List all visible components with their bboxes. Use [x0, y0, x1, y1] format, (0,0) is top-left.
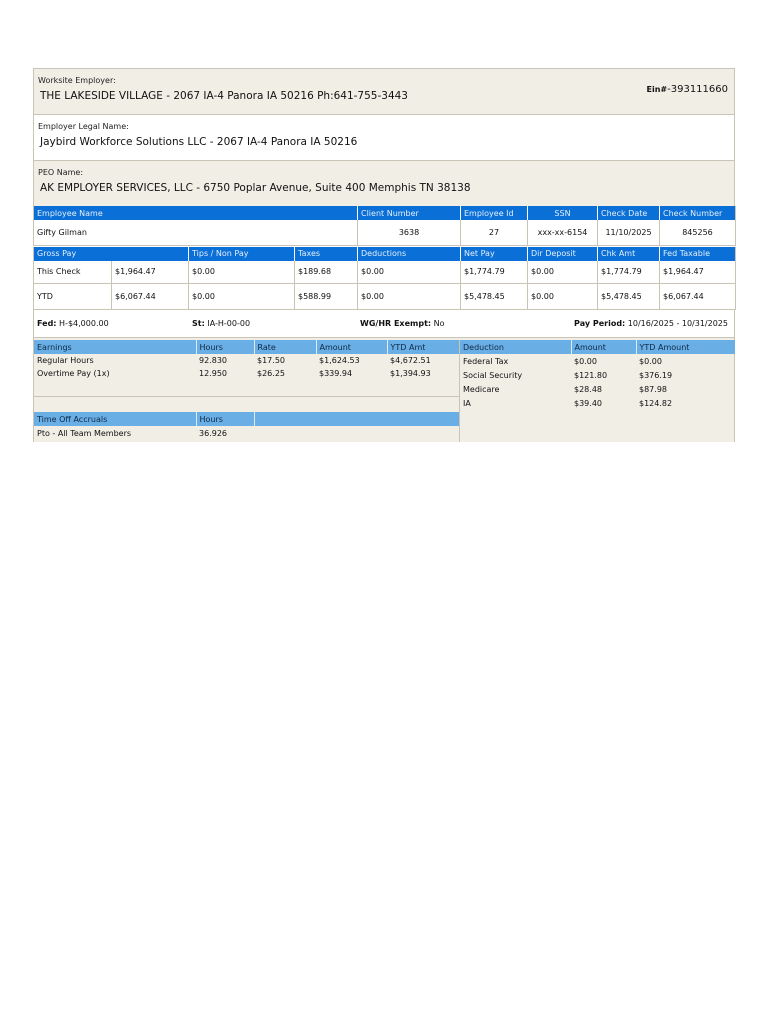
fed-taxable-header: Fed Taxable — [660, 247, 736, 261]
peo-section — [33, 160, 735, 206]
deduction-ytd: $87.98 — [639, 384, 667, 394]
earning-name: Regular Hours — [37, 356, 94, 365]
deduction-name: IA — [463, 398, 471, 408]
chk-amt: $1,774.79 — [598, 261, 660, 284]
employee-name-header: Employee Name — [34, 206, 358, 220]
worksite-label: Worksite Employer: — [38, 76, 116, 85]
earning-name: Overtime Pay (1x) — [37, 369, 110, 378]
pay-period-label: Pay Period: — [574, 319, 626, 328]
fed-value: H-$4,000.00 — [59, 319, 109, 328]
earning-ytd: $4,672.51 — [390, 356, 431, 365]
chk-amt-header: Chk Amt — [598, 247, 660, 261]
pay-row-label: This Check — [34, 261, 112, 284]
ssn: xxx-xx-6154 — [528, 220, 598, 245]
tips: $0.00 — [189, 261, 295, 284]
peo-value: AK EMPLOYER SERVICES, LLC - 6750 Poplar Avenue, Suite 400 Memphis TN 38138 — [40, 182, 471, 194]
pay-stub — [33, 68, 735, 442]
earnings-deductions-section — [33, 338, 735, 442]
ein-value: -393111660 — [667, 84, 728, 95]
accrual-name: Pto - All Team Members — [37, 428, 132, 438]
pay-period-value: 10/16/2025 - 10/31/2025 — [627, 319, 728, 328]
wg-label: WG/HR Exempt: — [360, 319, 432, 328]
chk-amt: $5,478.45 — [598, 284, 660, 310]
fed-info — [37, 319, 109, 328]
fed-label: Fed: — [37, 319, 57, 328]
pay-row — [34, 284, 736, 310]
pay-row — [34, 261, 736, 284]
accrual-blank — [254, 426, 459, 440]
earning-rate: $17.50 — [257, 356, 285, 365]
earnings-row — [34, 354, 459, 367]
gross-pay-header: Gross Pay — [34, 247, 189, 261]
deductions-header: Deductions — [358, 247, 461, 261]
st-value: IA-H-00-00 — [207, 319, 251, 328]
withholding-info-row — [33, 310, 735, 338]
pay-header-row — [34, 247, 736, 261]
accruals-table — [34, 412, 459, 440]
deduction-name: Social Security — [463, 370, 523, 380]
deduction-name: Federal Tax — [463, 356, 509, 366]
pay-row-label: YTD — [34, 284, 112, 310]
accrual-header-blank — [254, 412, 459, 426]
check-date-header: Check Date — [598, 206, 660, 220]
deductions: $0.00 — [358, 261, 461, 284]
ytd-amt-header: YTD Amt — [387, 340, 459, 354]
worksite-employer-section — [33, 68, 735, 114]
deductions-panel — [460, 340, 735, 410]
earnings-header-row — [34, 340, 459, 354]
deduction-row — [460, 382, 735, 396]
earning-hours: 12.950 — [199, 369, 227, 378]
check-number-header: Check Number — [660, 206, 736, 220]
deduction-ytd: $376.19 — [639, 370, 673, 380]
gross-pay: $6,067.44 — [112, 284, 189, 310]
deduction-amount: $0.00 — [574, 356, 597, 366]
dir-deposit-header: Dir Deposit — [528, 247, 598, 261]
deductions-table — [460, 340, 735, 410]
net-pay-header: Net Pay — [461, 247, 528, 261]
deduction-header-row — [460, 340, 735, 354]
net-pay: $5,478.45 — [461, 284, 528, 310]
deduction-name: Medicare — [463, 384, 500, 394]
rate-header: Rate — [254, 340, 316, 354]
employee-row — [34, 220, 736, 245]
ein-label: Ein# — [646, 85, 668, 94]
hours-header: Hours — [196, 340, 254, 354]
pay-table — [33, 247, 736, 311]
legal-name-value: Jaybird Workforce Solutions LLC - 2067 IA-4 Panora IA 50216 — [40, 136, 358, 148]
earnings-divider — [34, 396, 459, 397]
client-number: 3638 — [358, 220, 461, 245]
st-label: St: — [192, 319, 205, 328]
client-number-header: Client Number — [358, 206, 461, 220]
employee-name: Gifty Gilman — [34, 220, 358, 245]
fed-taxable: $6,067.44 — [660, 284, 736, 310]
earning-amount: $339.94 — [319, 369, 353, 378]
deduction-amount: $121.80 — [574, 370, 608, 380]
peo-label: PEO Name: — [38, 168, 84, 177]
wg-value: No — [433, 319, 445, 328]
deduction-amount-header: Amount — [571, 340, 636, 354]
earnings-header: Earnings — [34, 340, 196, 354]
deduction-ytd: $124.82 — [639, 398, 673, 408]
dir-deposit: $0.00 — [528, 261, 598, 284]
employee-id-header: Employee Id — [461, 206, 528, 220]
accrual-row — [34, 426, 459, 440]
ein — [647, 84, 728, 95]
check-number: 845256 — [660, 220, 736, 245]
deduction-row — [460, 396, 735, 410]
accruals-header-row — [34, 412, 459, 426]
employee-table — [33, 206, 736, 246]
earning-ytd: $1,394.93 — [390, 369, 431, 378]
legal-name-section — [33, 114, 735, 160]
wg-hr-info — [360, 319, 445, 328]
deduction-ytd: $0.00 — [639, 356, 662, 366]
earning-amount: $1,624.53 — [319, 356, 360, 365]
deduction-amount: $39.40 — [574, 398, 602, 408]
deduction-row — [460, 354, 735, 368]
earnings-row — [34, 367, 459, 380]
taxes: $588.99 — [295, 284, 358, 310]
taxes-header: Taxes — [295, 247, 358, 261]
deductions: $0.00 — [358, 284, 461, 310]
state-info — [192, 319, 250, 328]
amount-header: Amount — [316, 340, 387, 354]
deduction-header: Deduction — [460, 340, 571, 354]
accrual-hours-header: Hours — [196, 412, 254, 426]
earning-rate: $26.25 — [257, 369, 285, 378]
employee-id: 27 — [461, 220, 528, 245]
earning-hours: 92.830 — [199, 356, 227, 365]
net-pay: $1,774.79 — [461, 261, 528, 284]
deduction-row — [460, 368, 735, 382]
employee-header-row — [34, 206, 736, 220]
tips-header: Tips / Non Pay — [189, 247, 295, 261]
time-off-accruals-header: Time Off Accruals — [34, 412, 196, 426]
taxes: $189.68 — [295, 261, 358, 284]
legal-name-label: Employer Legal Name: — [38, 122, 129, 131]
earnings-table — [34, 340, 459, 380]
dir-deposit: $0.00 — [528, 284, 598, 310]
earnings-panel — [34, 340, 459, 438]
gross-pay: $1,964.47 — [112, 261, 189, 284]
ssn-header: SSN — [528, 206, 598, 220]
deduction-ytd-header: YTD Amount — [636, 340, 735, 354]
deduction-amount: $28.48 — [574, 384, 602, 394]
worksite-value: THE LAKESIDE VILLAGE - 2067 IA-4 Panora IA 50216 Ph:641-755-3443 — [40, 90, 408, 102]
pay-period-info — [574, 319, 728, 328]
fed-taxable: $1,964.47 — [660, 261, 736, 284]
check-date: 11/10/2025 — [598, 220, 660, 245]
tips: $0.00 — [189, 284, 295, 310]
accrual-hours: 36.926 — [199, 428, 227, 438]
